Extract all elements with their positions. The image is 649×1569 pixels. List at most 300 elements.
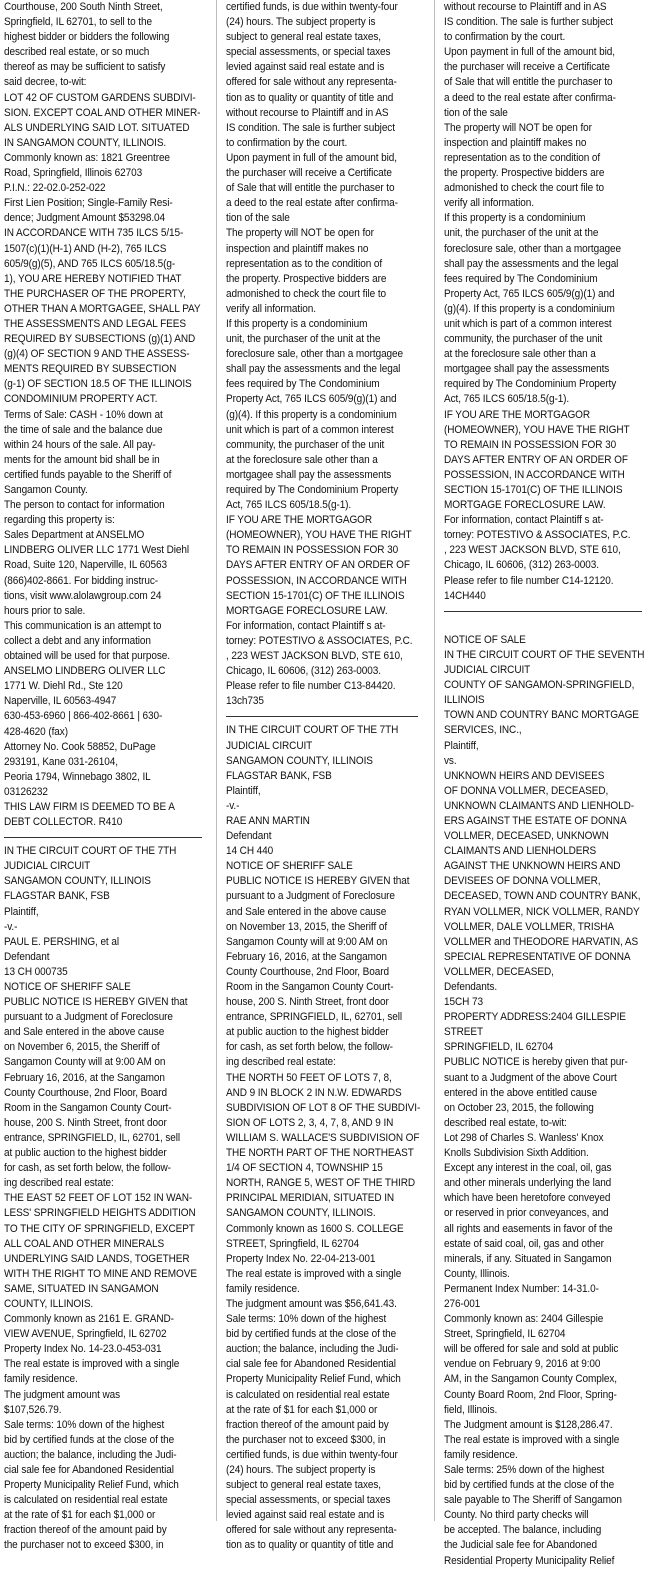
notice-line: Please refer to file number C14-12120. bbox=[444, 574, 614, 587]
notice-line: the purchaser not to exceed $300, in bbox=[4, 1539, 164, 1552]
notice-line: Sale terms: 25% down of the highest bbox=[444, 1464, 605, 1476]
notice-line: AM, in the Sangamon County Complex, bbox=[444, 1373, 617, 1386]
notice-line: VOLLMER, DECEASED, bbox=[444, 965, 554, 978]
notice-line: entrance, SPRINGFIELD, IL, 62701, sell bbox=[4, 1131, 181, 1144]
notice-line: POSSESSION, IN ACCORDANCE WITH bbox=[226, 574, 407, 587]
notice-line: subject to general real estate taxes, bbox=[226, 31, 382, 44]
notice-line: or reserved in prior conveyances, and bbox=[444, 1207, 609, 1220]
notice-line: DAYS AFTER ENTRY OF AN ORDER OF bbox=[444, 453, 628, 466]
notice-line: at public auction to the highest bidder bbox=[226, 1026, 389, 1039]
notice-line: February 16, 2016, at the Sangamon bbox=[4, 1071, 165, 1084]
notice-line: The property will NOT be open for bbox=[444, 121, 592, 134]
notice-line: -v.- bbox=[4, 920, 18, 933]
notice-line: (g-1) OF SECTION 18.5 OF THE ILLINOIS bbox=[4, 378, 192, 391]
notice-line: required by The Condominium Property bbox=[444, 378, 617, 391]
notice-line: family residence. bbox=[4, 1373, 78, 1386]
notice-line: Property Index No. 14-23.0-453-031 bbox=[4, 1343, 162, 1356]
notice-line: PUBLIC NOTICE IS HEREBY GIVEN that bbox=[4, 996, 188, 1009]
notice-line: SION. EXCEPT COAL AND OTHER MINER- bbox=[4, 106, 201, 119]
notice-line: house, 200 S. Ninth Street, front door bbox=[226, 996, 389, 1009]
notice-line: inspection and plaintiff makes no bbox=[444, 136, 587, 149]
notice-line: (HOMEOWNER), YOU HAVE THE RIGHT bbox=[226, 529, 412, 542]
notice-line: NOTICE OF SALE bbox=[444, 633, 526, 646]
notice-line: February 16, 2016, at the Sangamon bbox=[226, 950, 387, 963]
notice-line: dence; Judgment Amount $53298.04 bbox=[4, 212, 166, 225]
notice-line: FLAGSTAR BANK, FSB bbox=[4, 890, 110, 903]
notice-line: THE PURCHASER OF THE PROPERTY, bbox=[4, 287, 186, 300]
notice-line: Act, 765 ILCS 605/18.5(g-1). bbox=[226, 499, 352, 512]
notice-line: STREET, Springfield, IL 62704 bbox=[226, 1237, 360, 1250]
notice-line: Property Act, 765 ILCS 605/9(g)(1) and bbox=[226, 393, 397, 406]
notice-line: of Sale that will entitle the purchaser to bbox=[226, 182, 395, 195]
notice-line: foreclosure sale, other than a mortgagee bbox=[226, 348, 404, 361]
notice-line: and other minerals underlying the land bbox=[444, 1177, 612, 1190]
notice-line: at public auction to the highest bidder bbox=[4, 1147, 167, 1160]
notice-line: ing described real estate: bbox=[4, 1177, 114, 1190]
notice-line: said decree, to-wit: bbox=[4, 76, 87, 89]
notice-line: Commonly known as 1600 S. COLLEGE bbox=[226, 1222, 404, 1235]
notice-line: ILLINOIS bbox=[444, 694, 485, 707]
notice-line: 1), YOU ARE HEREBY NOTIFIED THAT bbox=[4, 272, 182, 285]
notice-line: Commonly known as 2161 E. GRAND- bbox=[4, 1313, 174, 1326]
notice-line: The property will NOT be open for bbox=[226, 227, 374, 240]
notice-line: Plaintiff, bbox=[226, 784, 261, 797]
notice-line: COUNTY, ILLINOIS. bbox=[4, 1297, 94, 1310]
notice-line: Defendants. bbox=[444, 981, 498, 993]
notice-line: Plaintiff, bbox=[4, 905, 39, 918]
notice-line: on October 23, 2015, the following bbox=[444, 1101, 594, 1114]
legal-notice bbox=[444, 0, 642, 604]
notice-line: offered for sale without any representa- bbox=[226, 1524, 397, 1537]
notice-line: admonished to check the court file to bbox=[444, 182, 605, 195]
notice-line: representation as to the condition of bbox=[226, 257, 383, 270]
notice-line: County Board Room, 2nd Floor, Spring- bbox=[444, 1388, 617, 1401]
notice-line: unit which is part of a common interest bbox=[226, 423, 394, 436]
notice-line: special assessments, or special taxes bbox=[226, 1494, 391, 1507]
notice-line: at the rate of $1 for each $1,000 or bbox=[226, 1403, 378, 1416]
notice-line: The Judgment amount is $128,286.47. bbox=[444, 1418, 613, 1431]
notice-line: , 223 WEST JACKSON BLVD, STE 610, bbox=[226, 650, 403, 663]
notice-line: CONDOMINIUM PROPERTY ACT. bbox=[4, 393, 158, 406]
notice-line: which have been heretofore conveyed bbox=[444, 1192, 611, 1205]
notice-line: ments for the amount bid shall be in bbox=[4, 453, 160, 466]
notice-line: PUBLIC NOTICE IS HEREBY GIVEN that bbox=[226, 875, 410, 888]
notice-line: AGAINST THE UNKNOWN HEIRS AND bbox=[444, 860, 621, 873]
notice-line: cial sale fee for Abandoned Residential bbox=[4, 1464, 174, 1476]
notice-line: PROPERTY ADDRESS:2404 GILLESPIE bbox=[444, 1011, 626, 1024]
notice-line: Property Municipality Relief Fund, which bbox=[226, 1373, 401, 1386]
legal-notice bbox=[444, 633, 645, 1569]
notice-line: SAME, SITUATED IN SANGAMON bbox=[4, 1282, 159, 1295]
notice-line: bid by certified funds at the close of the bbox=[444, 1479, 615, 1492]
notice-line: 15CH 73 bbox=[444, 996, 483, 1009]
notice-line: family residence. bbox=[444, 1448, 518, 1461]
notice-line: Property Index No. 22-04-213-001 bbox=[226, 1252, 376, 1265]
notice-line: the time of sale and the balance due bbox=[4, 423, 163, 436]
notice-line: the purchaser will receive a Certificate bbox=[444, 61, 610, 74]
blank-line bbox=[444, 618, 642, 633]
notice-line: NORTH, RANGE 5, WEST OF THE THIRD bbox=[226, 1177, 416, 1190]
notice-line: Defendant bbox=[226, 830, 272, 843]
notice-line: County. No third party checks will bbox=[444, 1509, 589, 1522]
notice-line: TO REMAIN IN POSSESSION FOR 30 bbox=[444, 438, 617, 451]
notice-line: Except any interest in the coal, oil, gas bbox=[444, 1162, 612, 1175]
notice-line: The judgment amount was $56,641.43. bbox=[226, 1297, 397, 1310]
notice-line: Plaintiff, bbox=[444, 739, 479, 752]
notice-line: COUNTY OF SANGAMON-SPRINGFIELD, bbox=[444, 679, 635, 692]
notice-line: MORTGAGE FORECLOSURE LAW. bbox=[444, 499, 606, 512]
notice-line: of Sale that will entitle the purchaser to bbox=[444, 76, 613, 89]
notice-separator bbox=[226, 709, 418, 723]
notice-line: auction; the balance, including the Judi- bbox=[226, 1343, 399, 1356]
notice-line: MORTGAGE FORECLOSURE LAW. bbox=[226, 604, 388, 617]
notice-line: highest bidder or bidders the following bbox=[4, 31, 170, 44]
notice-line: special assessments, or special taxes bbox=[226, 46, 391, 59]
notice-line: unit, the purchaser of the unit at the bbox=[444, 227, 599, 240]
notice-line: house, 200 S. Ninth Street, front door bbox=[4, 1116, 167, 1129]
notice-line: at the foreclosure sale other than a bbox=[444, 348, 596, 361]
notice-line: Please refer to file number C13-84420. bbox=[226, 680, 396, 693]
notice-line: Property Municipality Relief Fund, which bbox=[4, 1479, 179, 1492]
notice-line: Defendant bbox=[4, 950, 50, 963]
notice-line: FLAGSTAR BANK, FSB bbox=[226, 769, 332, 782]
notice-line: certified funds, is due within twenty-four bbox=[226, 1448, 398, 1461]
notice-line: Peoria 1794, Winnebago 3802, IL bbox=[4, 770, 151, 783]
legal-notice bbox=[226, 723, 421, 1553]
notice-line: THIS LAW FIRM IS DEEMED TO BE A bbox=[4, 800, 175, 813]
column-3 bbox=[444, 0, 645, 1567]
notice-line: tion as to quality or quantity of title and bbox=[226, 91, 394, 104]
notice-line: estate of said coal, oil, gas and other bbox=[444, 1237, 604, 1250]
notice-line: 1507(c)(1)(H-1) AND (H-2), 765 ILCS bbox=[4, 242, 167, 255]
notice-line: Chicago, IL 60606, (312) 263-0003. bbox=[444, 559, 599, 572]
notice-line: fraction thereof of the amount paid by bbox=[226, 1418, 389, 1431]
notice-line: will be offered for sale and sold at public bbox=[444, 1343, 619, 1356]
notice-line: 1771 W. Diehl Rd., Ste 120 bbox=[4, 680, 123, 693]
notice-line: NOTICE OF SHERIFF SALE bbox=[4, 981, 131, 993]
notice-line: Lot 298 of Charles S. Wanless' Knox bbox=[444, 1131, 604, 1144]
notice-line: entered in the above entitled cause bbox=[444, 1086, 597, 1099]
notice-line: DECEASED, TOWN AND COUNTRY BANK, bbox=[444, 890, 641, 903]
notice-line: is calculated on residential real estate bbox=[4, 1494, 168, 1507]
notice-line: SERVICES, INC., bbox=[444, 724, 522, 737]
notice-line: 293191, Kane 031-26104, bbox=[4, 755, 118, 768]
notice-line: at the foreclosure sale other than a bbox=[226, 453, 378, 466]
notice-line: on November 13, 2015, the Sheriff of bbox=[226, 920, 388, 933]
notice-line: SECTION 15-1701(C) OF THE ILLINOIS bbox=[444, 484, 623, 496]
notice-line: Courthouse, 200 South Ninth Street, bbox=[4, 1, 163, 13]
notice-line: and Sale entered in the above cause bbox=[4, 1026, 165, 1039]
notice-line: vendue on February 9, 2016 at 9:00 bbox=[444, 1358, 601, 1371]
notice-line: 14 CH 440 bbox=[226, 845, 274, 858]
notice-separator bbox=[4, 830, 202, 844]
notice-line: THE ASSESSMENTS AND LEGAL FEES bbox=[4, 317, 186, 330]
notice-line: IN ACCORDANCE WITH 735 ILCS 5/15- bbox=[4, 227, 184, 240]
notice-line: required by The Condominium Property bbox=[226, 484, 399, 496]
notice-line: CLAIMANTS AND LIENHOLDERS bbox=[444, 845, 597, 858]
notice-line: mortgagee shall pay the assessments bbox=[226, 468, 392, 481]
notice-line: at the rate of $1 for each $1,000 or bbox=[4, 1509, 156, 1522]
notice-line: shall pay the assessments and the legal bbox=[444, 257, 619, 270]
notice-line: verify all information. bbox=[444, 197, 534, 210]
notice-line: 605/9(g)(5), AND 765 ILCS 605/18.5(g- bbox=[4, 257, 176, 270]
notice-line: (866)402-8661. For bidding instruc- bbox=[4, 574, 159, 587]
notice-line: community, the purchaser of the unit bbox=[226, 438, 385, 451]
notice-separator bbox=[444, 604, 642, 618]
notice-line: Road, Suite 120, Naperville, IL 60563 bbox=[4, 559, 167, 572]
notice-line: Springfield, IL 62701, to sell to the bbox=[4, 16, 152, 29]
notice-line: SUBDIVISION OF LOT 8 OF THE SUBDIVI- bbox=[226, 1101, 421, 1114]
notice-line: certified funds, is due within twenty-four bbox=[226, 1, 398, 13]
notice-line: minerals, if any. Situated in Sangamon bbox=[444, 1252, 612, 1265]
notice-line: described real estate, or so much bbox=[4, 46, 150, 59]
notice-line: bid by certified funds at the close of the bbox=[4, 1433, 175, 1446]
notice-line: without recourse to Plaintiff and in AS bbox=[444, 1, 607, 13]
notice-line: to confirmation by the court. bbox=[226, 136, 348, 149]
notice-line: fraction thereof of the amount paid by bbox=[4, 1524, 167, 1537]
notice-line: all rights and easements in favor of the bbox=[444, 1222, 613, 1235]
notice-line: The real estate is improved with a single bbox=[226, 1267, 402, 1280]
notice-line: (24) hours. The subject property is bbox=[226, 1464, 376, 1476]
notice-line: Sale terms: 10% down of the highest bbox=[226, 1313, 387, 1326]
notice-line: mortgagee shall pay the assessments bbox=[444, 363, 610, 376]
notice-line: collect a debt and any information bbox=[4, 634, 151, 647]
notice-line: VOLLMER, DALE VOLLMER, TRISHA bbox=[444, 920, 614, 933]
notice-line: IF YOU ARE THE MORTGAGOR bbox=[226, 514, 373, 527]
notice-line: JUDICIAL CIRCUIT bbox=[444, 664, 531, 677]
notice-line: THE NORTH 50 FEET OF LOTS 7, 8, bbox=[226, 1071, 392, 1084]
notice-line: auction; the balance, including the Judi- bbox=[4, 1448, 177, 1461]
notice-line: Road, Springfield, Illinois 62703 bbox=[4, 167, 143, 180]
notice-line: VOLLMER, DECEASED, UNKNOWN bbox=[444, 830, 609, 843]
notice-line: LESS' SPRINGFIELD HEIGHTS ADDITION bbox=[4, 1207, 196, 1220]
notice-line: Upon payment in full of the amount bid, bbox=[226, 151, 397, 164]
notice-line: foreclosure sale, other than a mortgagee bbox=[444, 242, 622, 255]
notice-line: Sale terms: 10% down of the highest bbox=[4, 1418, 165, 1431]
notice-line: 03126232 bbox=[4, 785, 48, 798]
notice-line: tion of the sale bbox=[226, 212, 290, 225]
notice-line: unit which is part of a common interest bbox=[444, 317, 612, 330]
notice-line: ing described real estate: bbox=[226, 1056, 336, 1069]
notice-line: Permanent Index Number: 14-31.0- bbox=[444, 1282, 599, 1295]
notice-line: family residence. bbox=[226, 1282, 300, 1295]
notice-line: IN THE CIRCUIT COURT OF THE SEVENTH bbox=[444, 648, 645, 661]
notice-line: SANGAMON COUNTY, ILLINOIS. bbox=[226, 1207, 376, 1220]
notice-line: a deed to the real estate after confirma- bbox=[226, 197, 398, 210]
notice-line: and Sale entered in the above cause bbox=[226, 905, 387, 918]
notice-line: SANGAMON COUNTY, ILLINOIS bbox=[4, 875, 151, 888]
notice-line: IN THE CIRCUIT COURT OF THE 7TH bbox=[226, 724, 399, 737]
notice-line: inspection and plaintiff makes no bbox=[226, 242, 369, 255]
notice-line: VIEW AVENUE, Springfield, IL 62702 bbox=[4, 1328, 167, 1341]
notice-line: For information, contact Plaintiff s at- bbox=[226, 619, 386, 632]
notice-line: 1/4 OF SECTION 4, TOWNSHIP 15 bbox=[226, 1162, 383, 1175]
column-rule bbox=[216, 0, 217, 1521]
notice-line: SECTION 15-1701(C) OF THE ILLINOIS bbox=[226, 589, 405, 602]
notice-line: IN SANGAMON COUNTY, ILLINOIS. bbox=[4, 136, 167, 149]
legal-notice bbox=[4, 844, 202, 1553]
notice-line: If this property is a condominium bbox=[226, 317, 368, 330]
notice-line: the property. Prospective bidders are bbox=[226, 272, 387, 285]
notice-line: -v.- bbox=[226, 799, 240, 812]
notice-line: 276-001 bbox=[444, 1297, 481, 1310]
notice-line: fees required by The Condominium bbox=[226, 378, 380, 391]
column-1 bbox=[4, 0, 202, 1552]
notice-line: OTHER THAN A MORTGAGEE, SHALL PAY bbox=[4, 302, 201, 315]
notice-line: AND 9 IN BLOCK 2 IN N.W. EDWARDS bbox=[226, 1086, 402, 1099]
notice-line: STREET bbox=[444, 1026, 484, 1039]
column-rule bbox=[434, 0, 435, 1521]
notice-line: Street, Springfield, IL 62704 bbox=[444, 1328, 566, 1341]
notice-line: County Courthouse, 2nd Floor, Board bbox=[226, 965, 389, 978]
notice-line: The real estate is improved with a single bbox=[444, 1433, 620, 1446]
notice-line: 428-4620 (fax) bbox=[4, 725, 68, 738]
notice-line: community, the purchaser of the unit bbox=[444, 333, 603, 346]
notice-line: WILLIAM S. WALLACE'S SUBDIVISION OF bbox=[226, 1131, 420, 1144]
notice-line: DAYS AFTER ENTRY OF AN ORDER OF bbox=[226, 559, 410, 572]
notice-line: County Courthouse, 2nd Floor, Board bbox=[4, 1086, 167, 1099]
notice-line: 630-453-6960 | 866-402-8661 | 630- bbox=[4, 710, 163, 723]
notice-line: offered for sale without any representa- bbox=[226, 76, 397, 89]
notice-line: The judgment amount was bbox=[4, 1388, 121, 1401]
notice-line: ALS UNDERLYING SAID LOT. SITUATED bbox=[4, 121, 190, 134]
notice-line: shall pay the assessments and the legal bbox=[226, 363, 401, 376]
notice-line: pursuant to a Judgment of Foreclosure bbox=[226, 890, 395, 903]
notice-line: LINDBERG OLIVER LLC 1771 West Diehl bbox=[4, 544, 190, 557]
notice-line: UNKNOWN HEIRS AND DEVISEES bbox=[444, 769, 605, 782]
notice-line: First Lien Position; Single-Family Resi- bbox=[4, 197, 173, 210]
notice-line: cial sale fee for Abandoned Residential bbox=[226, 1358, 396, 1371]
notice-line: SANGAMON COUNTY, ILLINOIS bbox=[226, 754, 373, 767]
notice-line: bid by certified funds at the close of the bbox=[226, 1328, 397, 1341]
notice-line: verify all information. bbox=[226, 302, 316, 315]
notice-line: Sales Department at ANSELMO bbox=[4, 529, 145, 542]
notice-line: The real estate is improved with a single bbox=[4, 1358, 180, 1371]
notice-line: NOTICE OF SHERIFF SALE bbox=[226, 860, 353, 873]
notice-line: a deed to the real estate after confirma- bbox=[444, 91, 616, 104]
notice-line: torney: POTESTIVO & ASSOCIATES, P.C. bbox=[226, 634, 413, 647]
notice-line: SPRINGFIELD, IL 62704 bbox=[444, 1041, 554, 1054]
notice-line: WITH THE RIGHT TO MINE AND REMOVE bbox=[4, 1267, 197, 1280]
notice-line: unit, the purchaser of the unit at the bbox=[226, 333, 381, 346]
notice-line: UNDERLYING SAID LANDS, TOGETHER bbox=[4, 1252, 190, 1265]
notice-line: RYAN VOLLMER, NICK VOLLMER, RANDY bbox=[444, 905, 640, 918]
notice-line: (g)(4). If this property is a condominium bbox=[444, 302, 615, 315]
notice-line: Residential Property Municipality Relief bbox=[444, 1554, 615, 1567]
notice-line: SPECIAL REPRESENTATIVE OF DONNA bbox=[444, 950, 631, 963]
notice-line: Knolls Subdivision Sixth Addition. bbox=[444, 1147, 589, 1160]
notice-line: Room in the Sangamon County Court- bbox=[4, 1101, 172, 1114]
notice-line: on November 6, 2015, the Sheriff of bbox=[4, 1041, 160, 1054]
notice-line: JUDICIAL CIRCUIT bbox=[4, 860, 91, 873]
notice-line: IF YOU ARE THE MORTGAGOR bbox=[444, 408, 591, 421]
notice-line: (g)(4) OF SECTION 9 AND THE ASSESS- bbox=[4, 348, 190, 361]
notice-line: Commonly known as: 2404 Gillespie bbox=[444, 1313, 604, 1326]
notice-line: VOLLMER and THEODORE HARVATIN, AS bbox=[444, 935, 639, 948]
notice-line: PAUL E. PERSHING, et al bbox=[4, 935, 119, 948]
notice-line: representation as to the condition of bbox=[444, 151, 601, 164]
notice-line: Sangamon County will at 9:00 AM on bbox=[4, 1056, 166, 1069]
notice-line: the Judicial sale fee for Abandoned bbox=[444, 1539, 597, 1552]
column-2 bbox=[226, 0, 421, 1552]
notice-line: P.I.N.: 22-02.0-252-022 bbox=[4, 182, 106, 195]
notice-line: thereof as may be sufficient to satisfy bbox=[4, 61, 166, 74]
notice-line: If this property is a condominium bbox=[444, 212, 586, 225]
notice-line: 13ch735 bbox=[226, 695, 264, 708]
notice-line: subject to general real estate taxes, bbox=[226, 1479, 382, 1492]
notice-line: Act, 765 ILCS 605/18.5(g-1). bbox=[444, 393, 570, 406]
notice-line: IS condition. The sale is further subject bbox=[226, 121, 395, 134]
notice-line: UNKNOWN CLAIMANTS AND LIENHOLD- bbox=[444, 799, 634, 812]
notice-line: LOT 42 OF CUSTOM GARDENS SUBDIVI- bbox=[4, 91, 196, 104]
notice-line: MENTS REQUIRED BY SUBSECTION bbox=[4, 363, 177, 376]
notice-line: DEVISEES OF DONNA VOLLMER, bbox=[444, 875, 601, 888]
notice-line: The person to contact for information bbox=[4, 499, 165, 512]
notice-line: without recourse to Plaintiff and in AS bbox=[226, 106, 389, 119]
notice-line: levied against said real estate and is bbox=[226, 61, 385, 74]
notice-line: THE EAST 52 FEET OF LOT 152 IN WAN- bbox=[4, 1192, 193, 1205]
notice-line: pursuant to a Judgment of Foreclosure bbox=[4, 1011, 173, 1024]
notice-line: Commonly known as: 1821 Greentree bbox=[4, 151, 170, 164]
notice-line: suant to a Judgment of the above Court bbox=[444, 1071, 617, 1084]
notice-line: certified funds payable to the Sheriff of bbox=[4, 468, 172, 481]
notice-line: IS condition. The sale is further subject bbox=[444, 16, 613, 29]
notice-line: for cash, as set forth below, the follow- bbox=[226, 1041, 393, 1054]
notice-line: fees required by The Condominium bbox=[444, 272, 598, 285]
notice-line: Property Act, 765 ILCS 605/9(g)(1) and bbox=[444, 287, 615, 300]
notice-line: ALL COAL AND OTHER MINERALS bbox=[4, 1237, 165, 1250]
notice-line: TO REMAIN IN POSSESSION FOR 30 bbox=[226, 544, 399, 557]
notice-line: PRINCIPAL MERIDIAN, SITUATED IN bbox=[226, 1192, 395, 1205]
notice-line: the purchaser will receive a Certificate bbox=[226, 167, 392, 180]
notice-line: to confirmation by the court. bbox=[444, 31, 566, 44]
notice-line: ANSELMO LINDBERG OLIVER LLC bbox=[4, 665, 166, 678]
notice-line: Sangamon County will at 9:00 AM on bbox=[226, 935, 388, 948]
notice-line: within 24 hours of the sale. All pay- bbox=[4, 438, 156, 451]
notice-line: field, Illinois. bbox=[444, 1403, 498, 1416]
notice-line: 14CH440 bbox=[444, 589, 486, 602]
notice-line: OF DONNA VOLLMER, DECEASED, bbox=[444, 784, 609, 797]
notice-line: Room in the Sangamon County Court- bbox=[226, 981, 394, 993]
notice-line: Naperville, IL 60563-4947 bbox=[4, 695, 117, 708]
notice-line: Terms of Sale: CASH - 10% down at bbox=[4, 408, 163, 421]
notice-line: TO THE CITY OF SPRINGFIELD, EXCEPT bbox=[4, 1222, 195, 1235]
notice-line: JUDICIAL CIRCUIT bbox=[226, 739, 313, 752]
notice-line: Chicago, IL 60606, (312) 263-0003. bbox=[226, 665, 381, 678]
notice-line: SION OF LOTS 2, 3, 4, 7, 8, AND 9 IN bbox=[226, 1116, 394, 1129]
notice-line: described real estate, to-wit: bbox=[444, 1116, 567, 1129]
notice-line: RAE ANN MARTIN bbox=[226, 814, 310, 827]
notice-line: 13 CH 000735 bbox=[4, 965, 68, 978]
notice-line: Sangamon County. bbox=[4, 484, 88, 496]
notice-line: is calculated on residential real estate bbox=[226, 1388, 390, 1401]
notice-line: be accepted. The balance, including bbox=[444, 1524, 602, 1537]
notice-line: torney: POTESTIVO & ASSOCIATES, P.C. bbox=[444, 529, 631, 542]
notice-line: $107,526.79. bbox=[4, 1403, 62, 1416]
notice-line: Attorney No. Cook 58852, DuPage bbox=[4, 740, 156, 753]
notice-line: IN THE CIRCUIT COURT OF THE 7TH bbox=[4, 845, 177, 858]
notice-line: , 223 WEST JACKSON BLVD, STE 610, bbox=[444, 544, 621, 557]
notice-line: PUBLIC NOTICE is hereby given that pur- bbox=[444, 1056, 628, 1069]
notice-line: tion as to quality or quantity of title and bbox=[226, 1539, 394, 1552]
notice-line: (24) hours. The subject property is bbox=[226, 16, 376, 29]
notice-line: the property. Prospective bidders are bbox=[444, 167, 605, 180]
notice-line: Upon payment in full of the amount bid, bbox=[444, 46, 615, 59]
notice-line: (g)(4). If this property is a condominium bbox=[226, 408, 397, 421]
notice-line: regarding this property is: bbox=[4, 514, 115, 527]
notice-line: obtained will be used for that purpose. bbox=[4, 650, 170, 663]
notice-line: tion of the sale bbox=[444, 106, 508, 119]
